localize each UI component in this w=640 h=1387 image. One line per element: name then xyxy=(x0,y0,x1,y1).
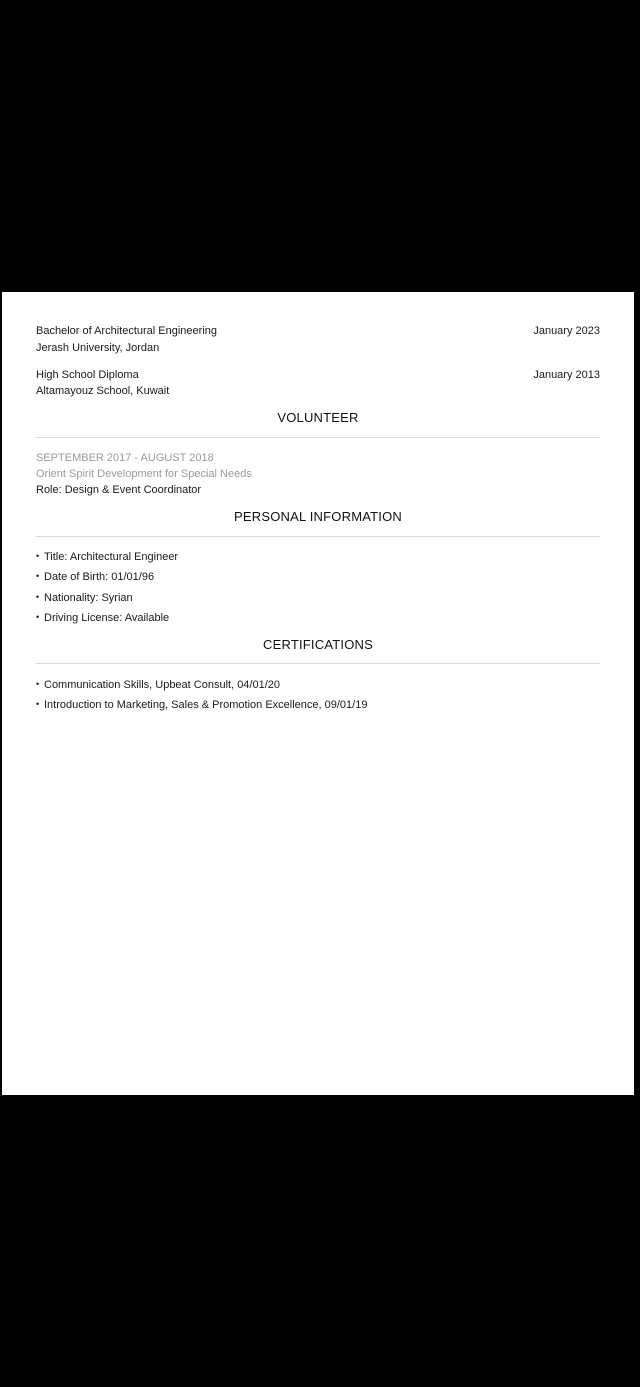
education-date: January 2023 xyxy=(533,325,600,337)
section-divider xyxy=(36,437,600,438)
personal-info-list xyxy=(36,550,600,631)
education-entry xyxy=(36,324,600,338)
personal-info-heading: PERSONAL INFORMATION xyxy=(234,509,402,524)
education-degree: High School Diploma xyxy=(36,369,139,381)
list-item: • Introduction to Marketing, Sales & Promotion Excellence, 09/01/19 xyxy=(36,698,600,718)
section-divider xyxy=(36,536,600,537)
list-item: • Communication Skills, Upbeat Consult, 04/01/20 xyxy=(36,678,600,698)
volunteer-role: Role: Design & Event Coordinator xyxy=(36,484,202,496)
section-divider xyxy=(36,663,600,664)
education-school: Jerash University, Jordan xyxy=(36,342,160,354)
education-entry xyxy=(36,368,600,382)
certifications-list xyxy=(36,678,600,719)
certifications-heading: CERTIFICATIONS xyxy=(263,637,373,652)
list-item: • Driving License: Available xyxy=(36,611,600,631)
education-date: January 2013 xyxy=(533,369,600,381)
volunteer-organization: Orient Spirit Development for Special Needs xyxy=(36,468,252,480)
education-degree: Bachelor of Architectural Engineering xyxy=(36,325,217,337)
volunteer-period: SEPTEMBER 2017 - AUGUST 2018 xyxy=(36,452,214,464)
list-item: • Date of Birth: 01/01/96 xyxy=(36,570,600,590)
resume-page xyxy=(2,292,634,1095)
education-school: Altamayouz School, Kuwait xyxy=(36,385,170,397)
list-item: • Title: Architectural Engineer xyxy=(36,550,600,570)
volunteer-heading: VOLUNTEER xyxy=(277,410,359,425)
list-item: • Nationality: Syrian xyxy=(36,591,600,611)
